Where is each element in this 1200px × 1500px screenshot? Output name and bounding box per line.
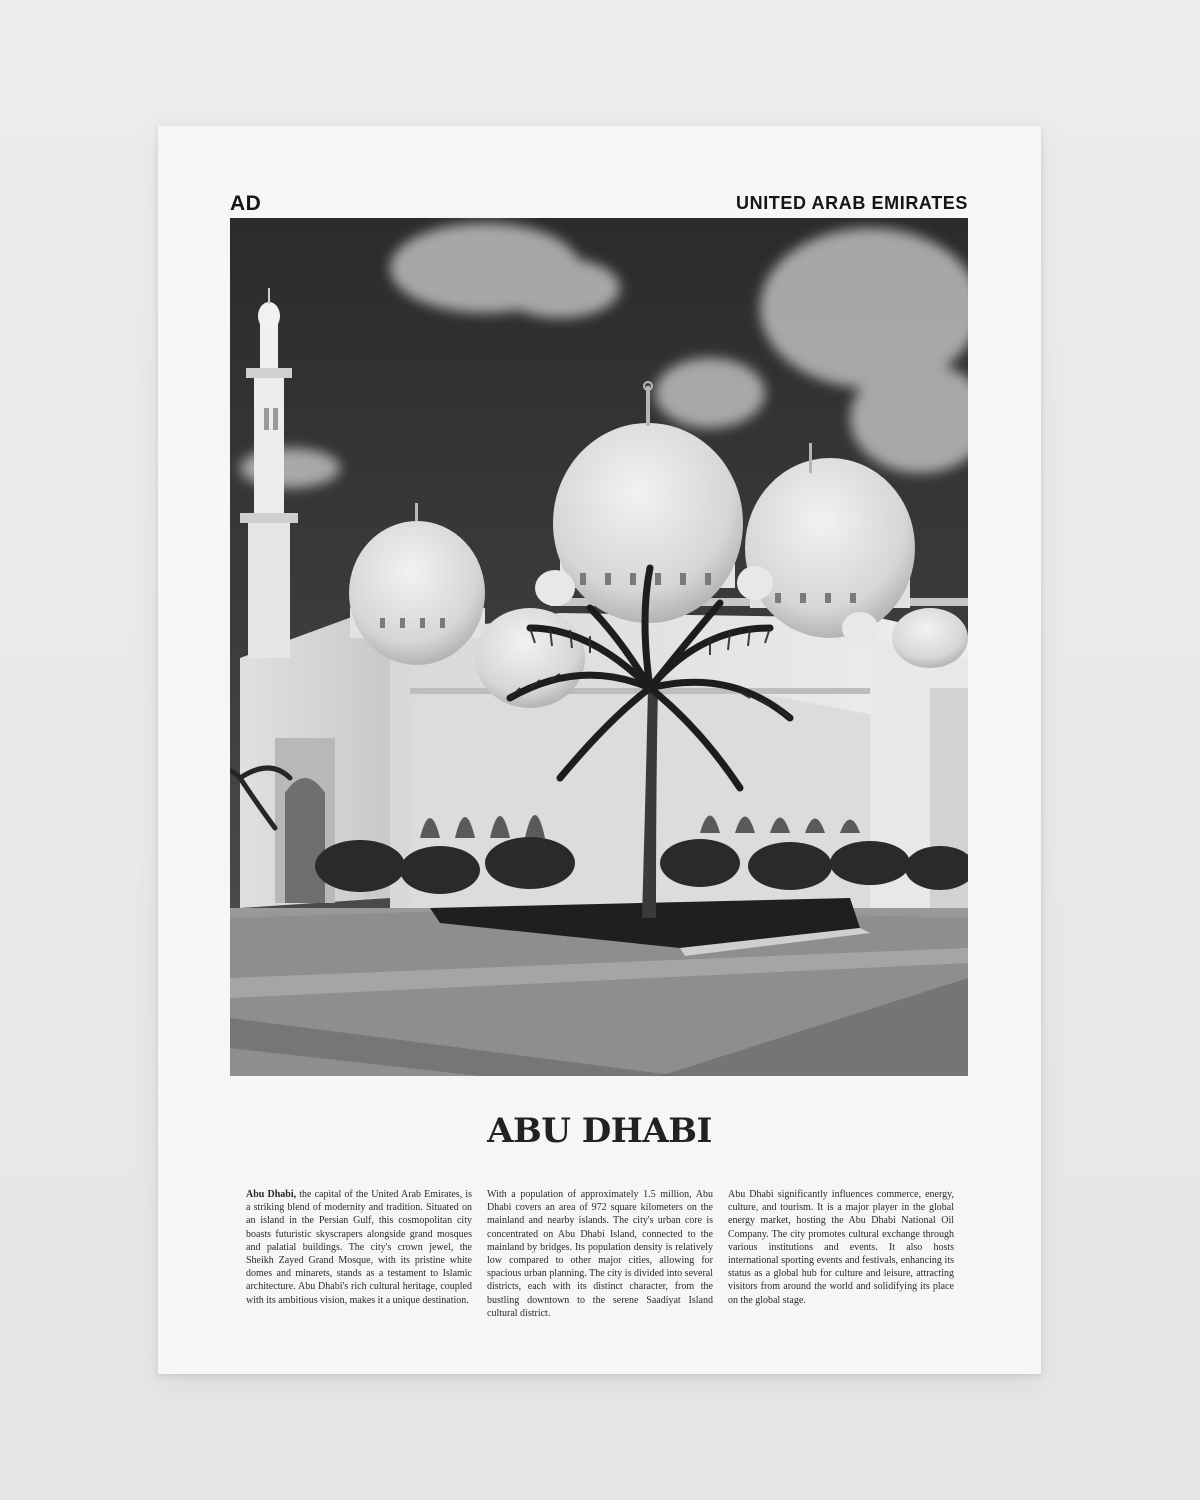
mosque-illustration	[230, 218, 968, 1076]
column-1-text: the capital of the United Arab Emirates, is a striking blend of modernity and tradition. Situated on an island in the Persian Gulf, this cosmopolitan city boasts futuristic skyscrapers alongside grand mosques and palatial buildings. The city's crown jewel, the Sheikh Zayed Grand Mosque, with its pristine white domes and minarets, stands as a testament to Islamic architecture. Abu Dhabi's rich cultural heritage, coupled with its ambitious vision, makes it a unique destination.	[246, 1189, 473, 1306]
column-2	[487, 1188, 713, 1320]
column-1	[246, 1188, 472, 1320]
column-1-lead: Abu Dhabi,	[246, 1189, 297, 1200]
column-3-text: Abu Dhabi significantly influences commerce, energy, culture, and tourism. It is a major player in the global energy market, hosting the Abu Dhabi National Oil Company. The city promotes cultural exchange through various institutions and events. It also hosts international sporting events and festivals, enhancing its status as a global hub for culture and leisure, attracting visitors from around the world and solidifying its place on the global stage.	[728, 1189, 954, 1306]
mosque-photo	[230, 218, 968, 1076]
city-title: ABU DHABI	[487, 1111, 712, 1151]
column-3	[728, 1188, 954, 1320]
poster	[158, 126, 1041, 1374]
column-2-text: With a population of approximately 1.5 million, Abu Dhabi covers an area of 972 square kilometers on the mainland and nearby islands. The city's urban core is concentrated on Abu Dhabi Island, connected to the mainland by bridges. Its population density is relatively low compared to other major cities, allowing for spacious urban planning. The city is divided into several districts, each with its distinct character, from the bustling downtown to the serene Saadiyat Island cultural district.	[487, 1189, 713, 1319]
text-columns	[246, 1188, 954, 1320]
city-code: AD	[230, 192, 262, 215]
country-label: UNITED ARAB EMIRATES	[736, 193, 968, 213]
